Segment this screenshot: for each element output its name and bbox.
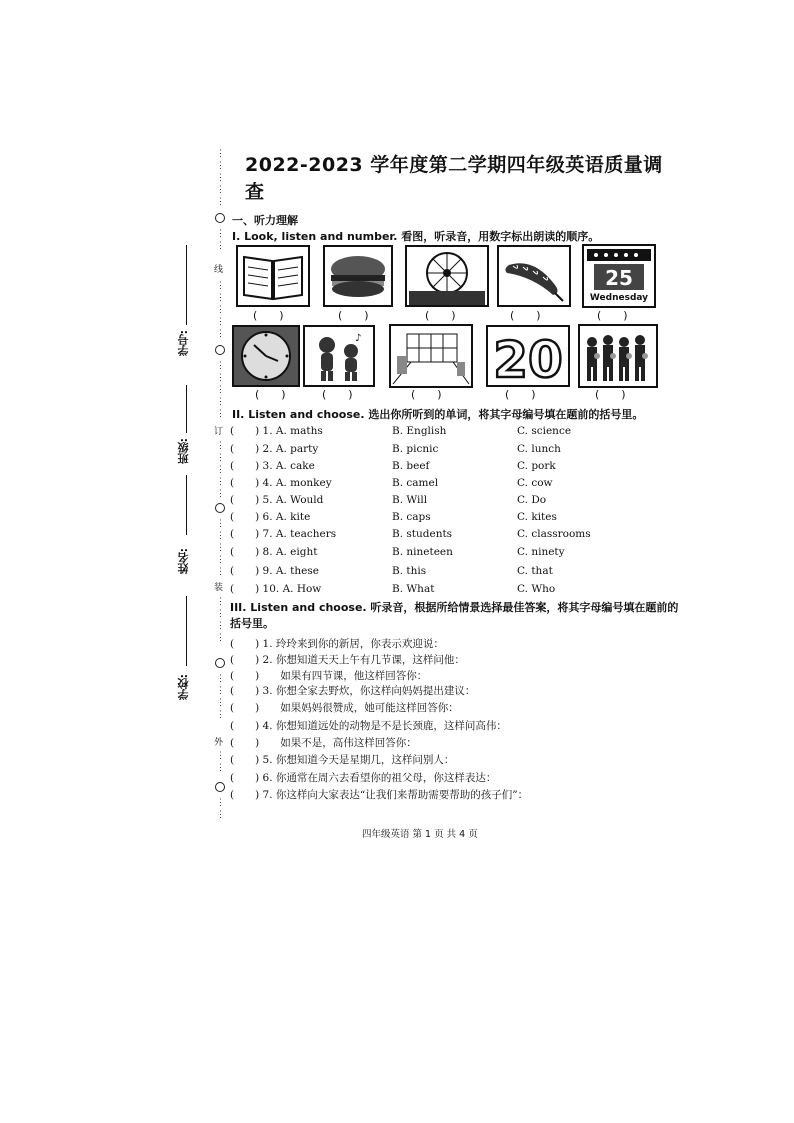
sausage-icon [497, 245, 571, 307]
sec2-question[interactable]: ( ) 10. A. How [230, 583, 322, 595]
section-2-heading: II. Listen and choose. 选出你所听到的单词，将其字母编号填在题前的括号里。 [232, 408, 644, 421]
answer-paren[interactable]: ( ) [425, 309, 456, 322]
answer-paren[interactable]: ( ) [253, 309, 284, 322]
binding-dots-8: ⋮ ⋮ ⋮ ⋮ [216, 674, 225, 720]
bathroom-icon [389, 324, 473, 388]
svg-text:♪: ♪ [355, 333, 362, 344]
sec2-option-b: B. What [392, 583, 435, 595]
sec2-option-c: C. Who [517, 583, 556, 595]
part-heading: 一、听力理解 [232, 214, 298, 227]
calendar-icon [582, 244, 656, 308]
sec2-option-b: B. camel [392, 477, 439, 489]
name-label: 姓名: [177, 548, 190, 575]
sec2-question[interactable]: ( ) 8. A. eight [230, 546, 318, 558]
sec2-question[interactable]: ( ) 1. A. maths [230, 425, 323, 437]
sec2-question[interactable]: ( ) 5. A. Would [230, 494, 324, 506]
binding-dots-2: ⋮ ⋮ [216, 229, 225, 251]
band-icon [578, 324, 658, 388]
binding-dots-7: ⋮ ⋮ ⋮ ⋮ [216, 597, 225, 643]
student-id-label: 学号: [177, 330, 190, 357]
page-title: 2022-2023 学年度第二学期四年级英语质量调查 [245, 154, 663, 203]
sec2-option-c: C. kites [517, 511, 557, 523]
sec2-option-c: C. lunch [517, 443, 561, 455]
hamburger-icon [323, 245, 393, 307]
binding-hole [215, 658, 225, 668]
binding-hole [215, 782, 225, 792]
sec2-option-b: B. picnic [392, 443, 439, 455]
sec2-question[interactable]: ( ) 2. A. party [230, 443, 319, 455]
answer-paren[interactable]: ( ) [510, 309, 541, 322]
answer-paren[interactable]: ( ) [322, 388, 353, 401]
margin-char-line: 线 [214, 265, 224, 275]
binding-dots-6: ⋮ ⋮ ⋮ ⋮ ⋮ [216, 519, 225, 577]
sec2-option-b: B. students [392, 528, 453, 540]
margin-char-seal: 装 [214, 583, 224, 593]
answer-paren[interactable]: ( ) [595, 388, 626, 401]
sec2-option-c: C. ninety [517, 546, 565, 558]
clock-icon [232, 325, 300, 387]
ferris-wheel-icon [405, 245, 489, 307]
sec3-item[interactable]: ( ) 6. 你通常在周六去看望你的祖父母，你这样表达： [230, 772, 497, 784]
sec2-option-c: C. cow [517, 477, 553, 489]
sec3-item[interactable]: ( ) 7. 你这样向大家表达“让我们来帮助需要帮助的孩子们”： [230, 789, 529, 801]
sec3-item[interactable]: ( ) 如果不是，高伟这样回答你： [230, 737, 417, 749]
sec2-option-c: C. science [517, 425, 572, 437]
monkeys-icon [303, 325, 375, 387]
sec2-option-b: B. Will [392, 494, 428, 506]
number-20-icon [486, 325, 570, 387]
class-label: 班级: [177, 438, 190, 465]
binding-hole [215, 213, 225, 223]
sec2-option-b: B. English [392, 425, 447, 437]
sec3-item[interactable]: ( ) 2. 你想知道天天上午有几节课，这样问他： [230, 654, 465, 666]
school-label: 学校: [177, 674, 190, 701]
sec3-item[interactable]: ( ) 3. 你想全家去野炊，你这样向妈妈提出建议： [230, 685, 476, 697]
page-footer: 四年级英语 第 1 页 共 4 页 [362, 829, 478, 840]
margin-char-outer: 外 [214, 738, 224, 748]
sec2-question[interactable]: ( ) 4. A. monkey [230, 477, 332, 489]
sec3-item[interactable]: ( ) 1. 玲玲来到你的新居，你表示欢迎说： [230, 638, 444, 650]
answer-paren[interactable]: ( ) [411, 388, 442, 401]
answer-paren[interactable]: ( ) [255, 388, 286, 401]
binding-dots-5: ⋮ ⋮ ⋮ ⋮ ⋮ [216, 441, 225, 499]
sec3-item[interactable]: ( ) 4. 你想知道远处的动物是不是长颈鹿，这样问高伟： [230, 720, 507, 732]
binding-dots-9: ⋮ ⋮ [216, 751, 225, 773]
sec2-option-c: C. that [517, 565, 553, 577]
sec2-option-c: C. pork [517, 460, 556, 472]
calendar-day: 25 [605, 266, 633, 290]
binding-hole [215, 345, 225, 355]
section-3-heading-cont: 括号里。 [230, 617, 274, 630]
section-1-heading: I. Look, listen and number. 看图，听录音，用数字标出朗读的顺序。 [232, 230, 600, 243]
sec2-option-b: B. beef [392, 460, 430, 472]
answer-paren[interactable]: ( ) [505, 388, 536, 401]
book-icon [236, 245, 310, 307]
binding-dots-1: ⋮ ⋮ ⋮ ⋮ ⋮ [216, 149, 225, 207]
binding-dots-10: ⋮ ⋮ [216, 798, 225, 820]
binding-dots-4: ⋮ ⋮ ⋮ ⋮ ⋮ [216, 361, 225, 419]
sec2-option-c: C. classrooms [517, 528, 591, 540]
sec2-option-b: B. this [392, 565, 427, 577]
sec2-question[interactable]: ( ) 9. A. these [230, 565, 319, 577]
sec2-option-b: B. nineteen [392, 546, 453, 558]
calendar-weekday: Wednesday [589, 293, 649, 303]
sec3-item[interactable]: ( ) 如果妈妈很赞成，她可能这样回答你： [230, 702, 459, 714]
section-3-heading: III. Listen and choose. 听录音，根据所给情景选择最佳答案，将其字母编号填在题前的 [230, 601, 679, 614]
sec2-question[interactable]: ( ) 6. A. kite [230, 511, 311, 523]
sec3-item[interactable]: ( ) 如果有四节课，他这样回答你： [230, 670, 428, 682]
sec2-question[interactable]: ( ) 7. A. teachers [230, 528, 337, 540]
binding-dots-3: ⋮ ⋮ ⋮ ⋮ ⋮ [216, 281, 225, 339]
name-line[interactable] [186, 596, 187, 666]
sec2-option-b: B. caps [392, 511, 431, 523]
student-id-line[interactable] [186, 245, 187, 325]
class-line-2[interactable] [186, 475, 187, 535]
binding-hole [215, 503, 225, 513]
margin-char-bind: 订 [214, 427, 224, 437]
sec2-question[interactable]: ( ) 3. A. cake [230, 460, 315, 472]
sec2-option-c: C. Do [517, 494, 547, 506]
answer-paren[interactable]: ( ) [338, 309, 369, 322]
sec3-item[interactable]: ( ) 5. 你想知道今天是星期几，这样问别人： [230, 754, 455, 766]
answer-paren[interactable]: ( ) [597, 309, 628, 322]
number-20-text: 20 [493, 331, 563, 385]
class-line[interactable] [186, 385, 187, 433]
